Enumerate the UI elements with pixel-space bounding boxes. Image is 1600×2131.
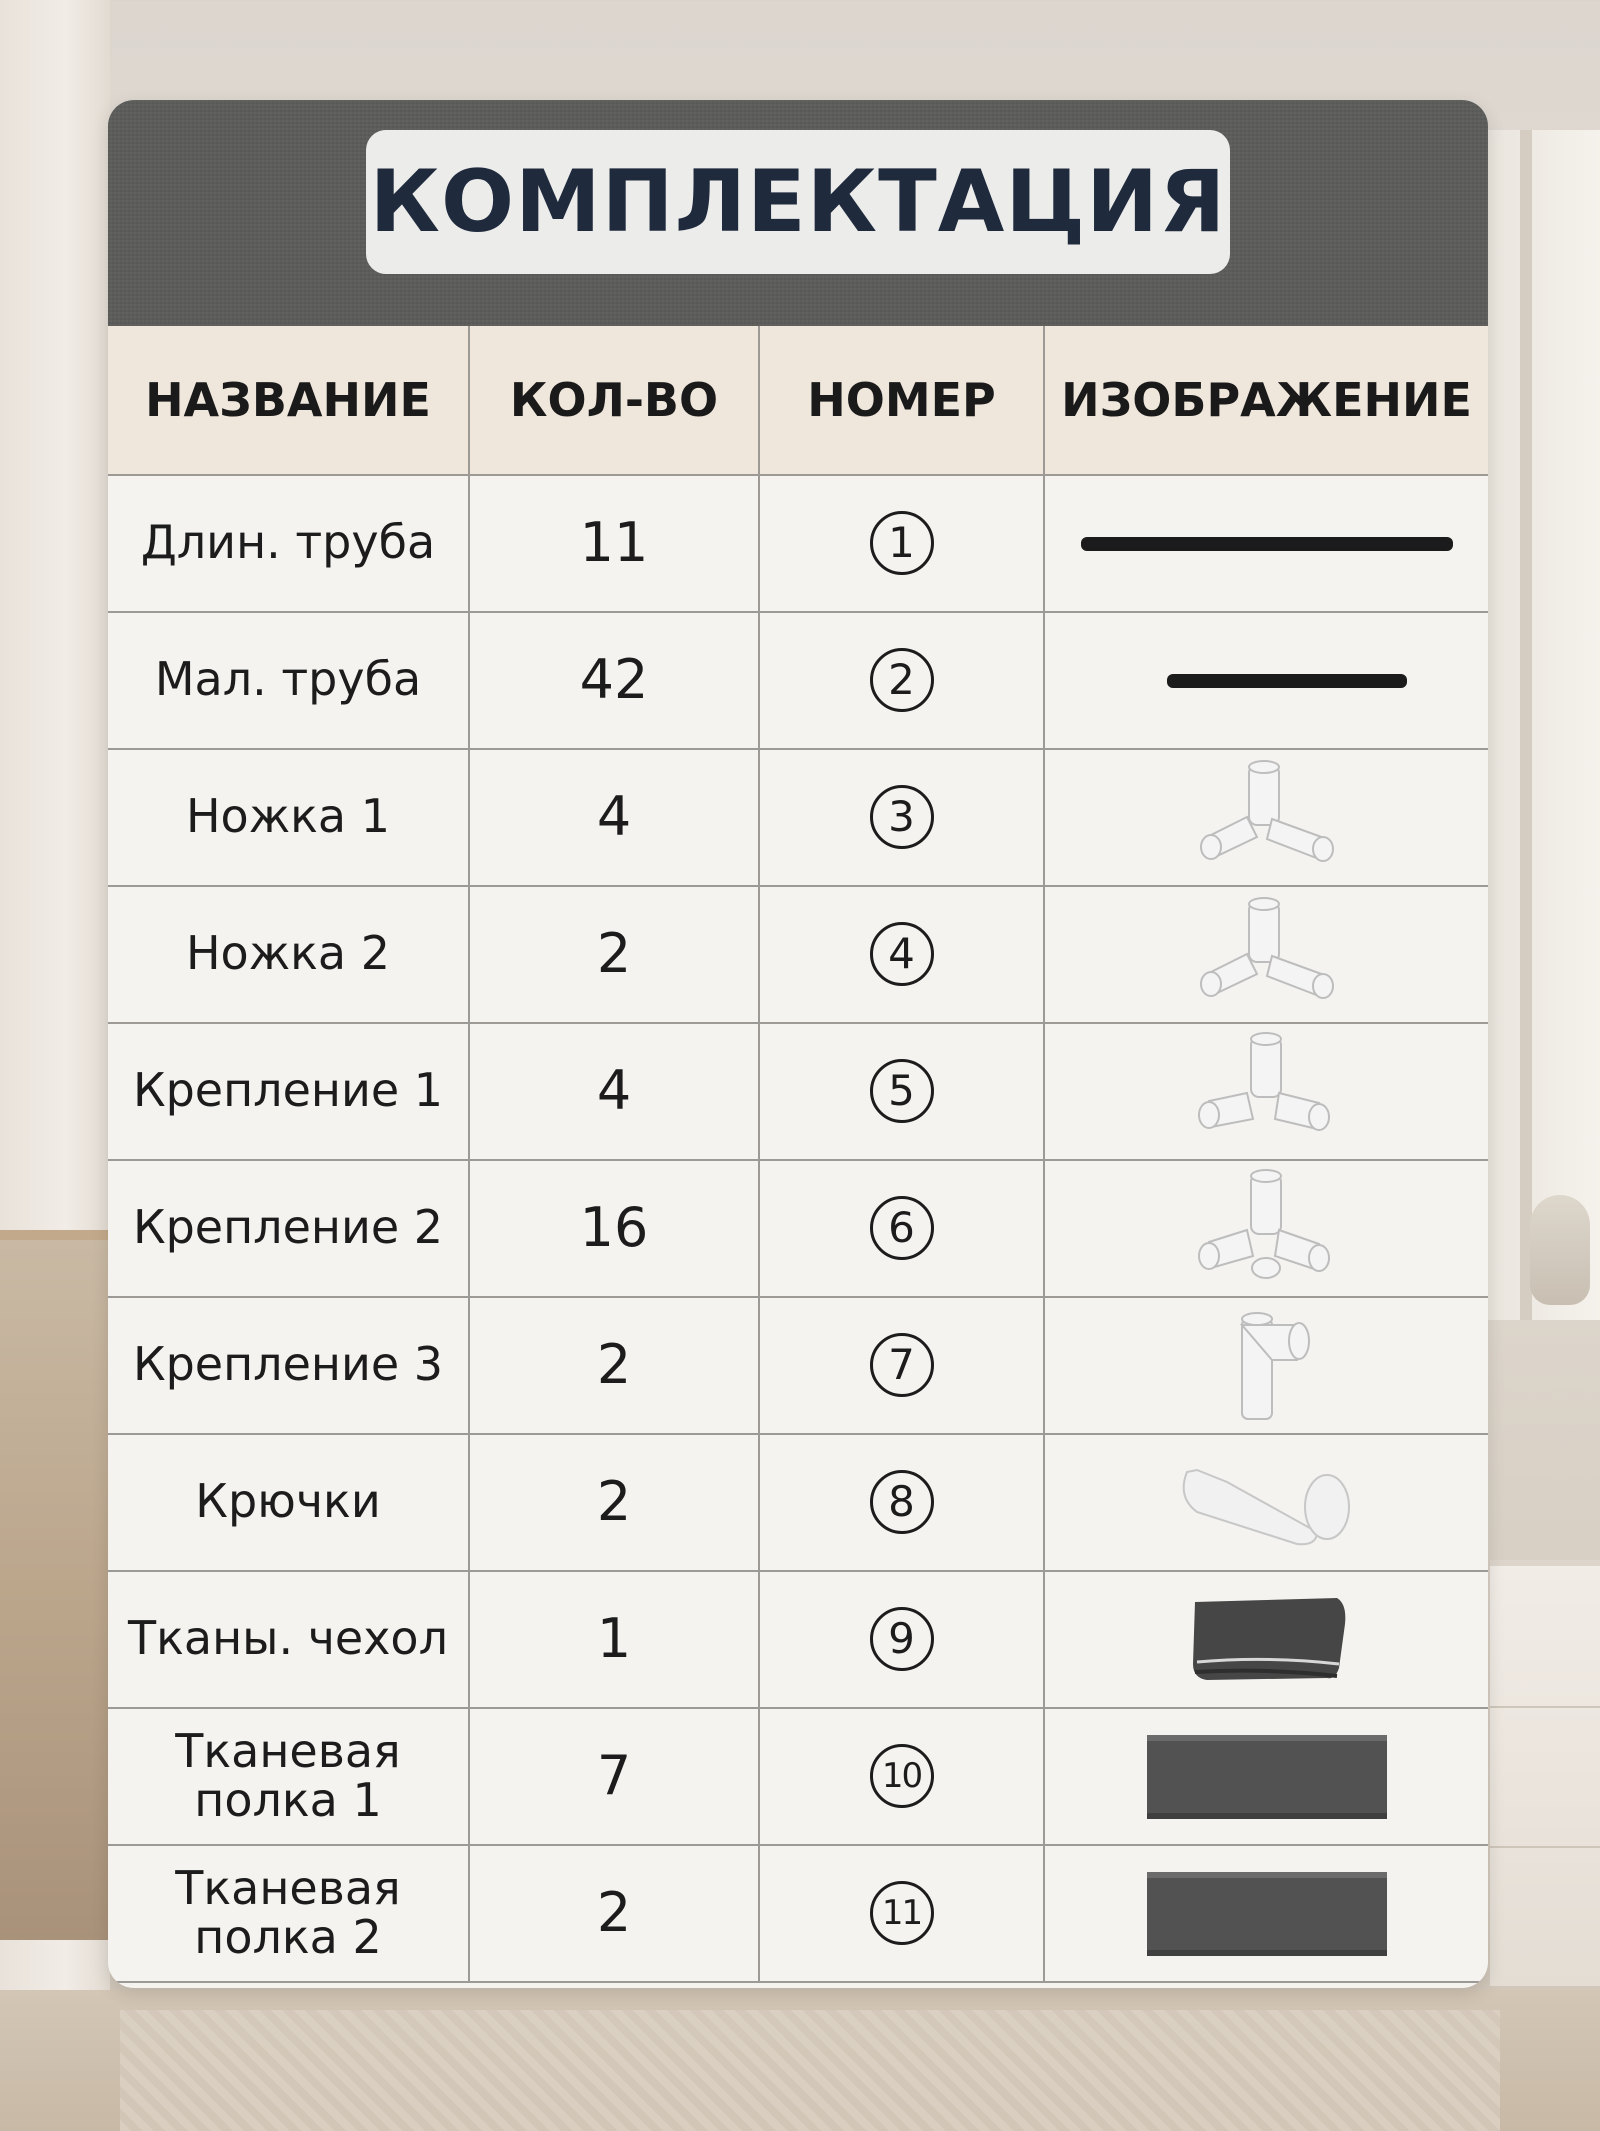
table-row [108,1022,1488,1161]
item-number [760,748,1045,885]
table-row [108,1844,1488,1983]
table-row [108,1296,1488,1435]
table-row [108,1570,1488,1709]
item-number [760,1159,1045,1296]
item-name: Тканевая полка 1 [108,1707,470,1844]
title-banner [108,100,1488,326]
item-quantity: 11 [470,474,760,611]
item-name: Тканы. чехол [108,1570,470,1707]
table-row [108,1433,1488,1572]
item-name: Ножка 2 [108,885,470,1022]
fabric-shelf-icon [1045,1707,1488,1844]
item-number [760,885,1045,1022]
table-row [108,1707,1488,1846]
item-number [760,1844,1045,1981]
table-row [108,885,1488,1024]
contents-card [108,100,1488,1988]
item-number-badge: 6 [870,1196,934,1260]
item-number-badge: 9 [870,1607,934,1671]
background-rug [120,2010,1500,2131]
item-number-badge: 3 [870,785,934,849]
table-row [108,748,1488,887]
item-number [760,611,1045,748]
four-way-connector-icon [1045,1159,1488,1296]
header-name: НАЗВАНИЕ [108,326,470,474]
item-quantity: 42 [470,611,760,748]
item-quantity: 2 [470,1844,760,1981]
item-number-badge: 8 [870,1470,934,1534]
item-number [760,1570,1045,1707]
item-quantity: 2 [470,885,760,1022]
item-number-badge: 1 [870,511,934,575]
background-vase [1530,1195,1590,1305]
long-tube-icon [1045,474,1488,611]
item-name: Тканевая полка 2 [108,1844,470,1981]
background-dresser [1490,1560,1600,1986]
item-number-badge: 10 [870,1744,934,1808]
fabric-cover-icon [1045,1570,1488,1707]
page-title: КОМПЛЕКТАЦИЯ [369,152,1227,252]
item-number-badge: 2 [870,648,934,712]
item-name: Крепление 3 [108,1296,470,1433]
item-number [760,474,1045,611]
hook-icon [1045,1433,1488,1570]
t-connector-icon [1045,1296,1488,1433]
title-box [366,130,1230,274]
short-tube-icon [1045,611,1488,748]
item-quantity: 1 [470,1570,760,1707]
item-name: Мал. труба [108,611,470,748]
item-name: Крепление 2 [108,1159,470,1296]
leg-connector-icon [1045,748,1488,885]
item-number [760,1433,1045,1570]
item-number [760,1707,1045,1844]
item-quantity: 2 [470,1296,760,1433]
header-number: НОМЕР [760,326,1045,474]
item-quantity: 16 [470,1159,760,1296]
item-quantity: 2 [470,1433,760,1570]
item-number [760,1022,1045,1159]
item-name: Крючки [108,1433,470,1570]
item-quantity: 4 [470,748,760,885]
item-number-badge: 11 [870,1881,934,1945]
table-header-row [108,326,1488,476]
table-row [108,474,1488,613]
header-quantity: КОЛ-ВО [470,326,760,474]
background-bed [0,1240,120,1940]
item-number-badge: 4 [870,922,934,986]
item-number-badge: 7 [870,1333,934,1397]
background-window [1470,130,1600,1320]
item-number [760,1296,1045,1433]
table-row [108,1159,1488,1298]
fabric-shelf-icon [1045,1844,1488,1981]
leg-connector-icon [1045,885,1488,1022]
item-name: Крепление 1 [108,1022,470,1159]
item-quantity: 4 [470,1022,760,1159]
table-row [108,611,1488,750]
header-image: ИЗОБРАЖЕНИЕ [1061,373,1472,427]
item-name: Длин. труба [108,474,470,611]
item-name: Ножка 1 [108,748,470,885]
item-quantity: 7 [470,1707,760,1844]
item-number-badge: 5 [870,1059,934,1123]
three-way-connector-icon [1045,1022,1488,1159]
